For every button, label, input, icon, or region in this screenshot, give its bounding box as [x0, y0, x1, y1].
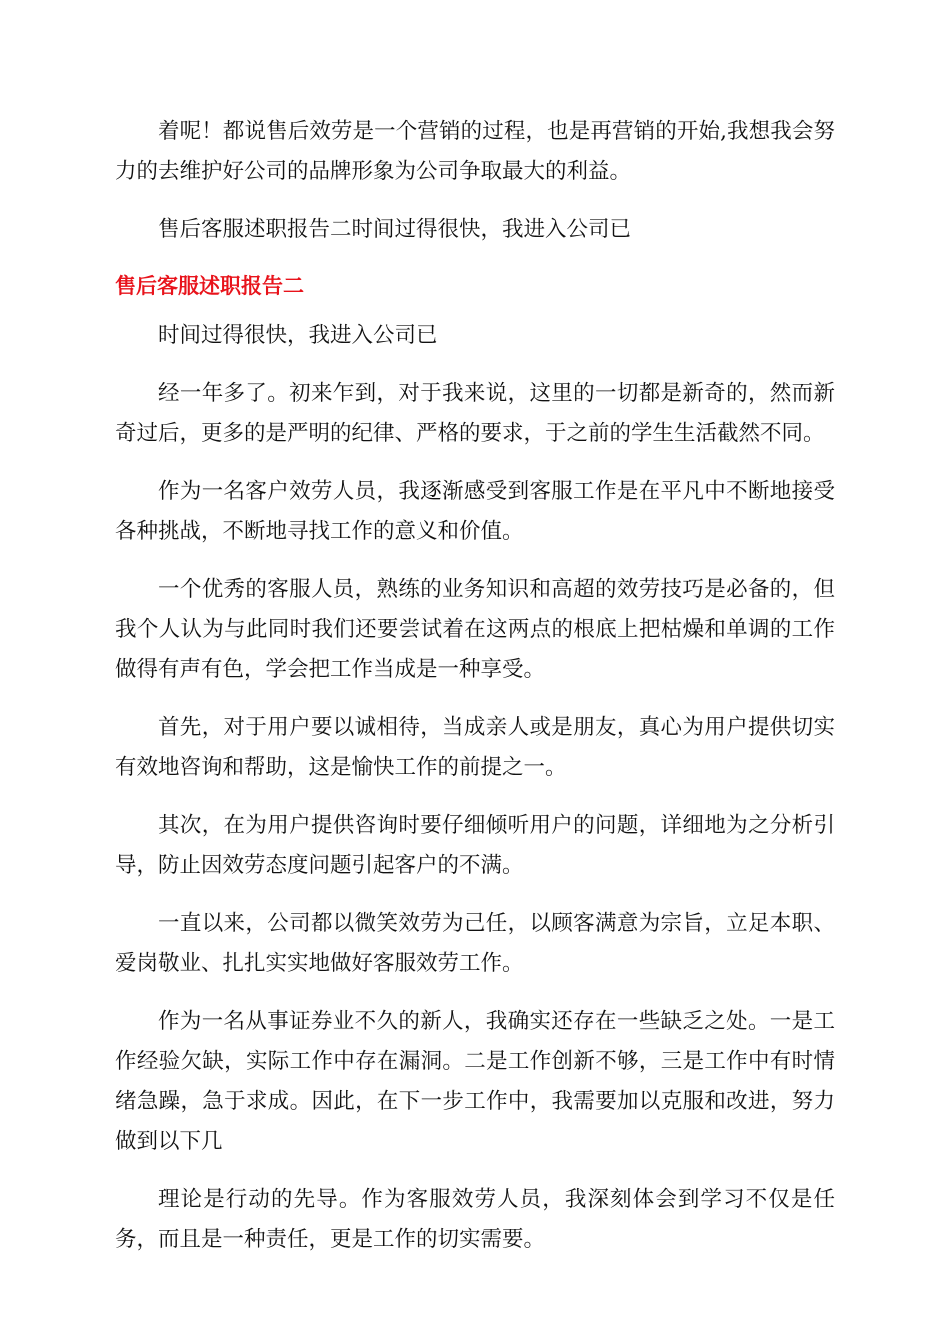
paragraph-4: 一个优秀的客服人员，熟练的业务知识和高超的效劳技巧是必备的，但我个人认为与此同时我们还要尝试着在这两点的根底上把枯燥和单调的工作做得有声有色，学会把工作当成是一种享受。: [115, 577, 835, 682]
paragraph-1: 时间过得很快，我进入公司已: [158, 323, 438, 348]
paragraph-3: 作为一名客户效劳人员，我逐渐感受到客服工作是在平凡中不断地接受各种挑战，不断地寻找工作的意义和价值。: [115, 479, 835, 544]
paragraph-intro-1: 着呢！都说售后效劳是一个营销的过程，也是再营销的开始,我想我会努力的去维护好公司的品牌形象为公司争取最大的利益。: [115, 119, 835, 184]
paragraph-2: 经一年多了。初来乍到，对于我来说，这里的一切都是新奇的，然而新奇过后，更多的是严明的纪律、严格的要求，于之前的学生生活截然不同。: [115, 381, 835, 446]
paragraph-5: 首先，对于用户要以诚相待，当成亲人或是朋友，真心为用户提供切实有效地咨询和帮助，这是愉快工作的前提之一。: [115, 715, 835, 780]
paragraph-intro-2: 售后客服述职报告二时间过得很快，我进入公司已: [158, 217, 632, 242]
section-heading: 售后客服述职报告二: [115, 274, 304, 298]
paragraph-6: 其次，在为用户提供咨询时要仔细倾听用户的问题，详细地为之分析引导，防止因效劳态度问题引起客户的不满。: [115, 813, 835, 878]
paragraph-8: 作为一名从事证券业不久的新人，我确实还存在一些缺乏之处。一是工作经验欠缺，实际工作中存在漏洞。二是工作创新不够，三是工作中有时情绪急躁，急于求成。因此，在下一步工作中，我需要加以克服和改进，努力做到以下几: [115, 1009, 835, 1154]
paragraph-7: 一直以来，公司都以微笑效劳为己任，以顾客满意为宗旨，立足本职、爱岗敬业、扎扎实实地做好客服效劳工作。: [115, 911, 835, 976]
paragraph-9: 理论是行动的先导。作为客服效劳人员，我深刻体会到学习不仅是任务，而且是一种责任，更是工作的切实需要。: [115, 1187, 835, 1252]
document-body: [115, 112, 835, 1278]
